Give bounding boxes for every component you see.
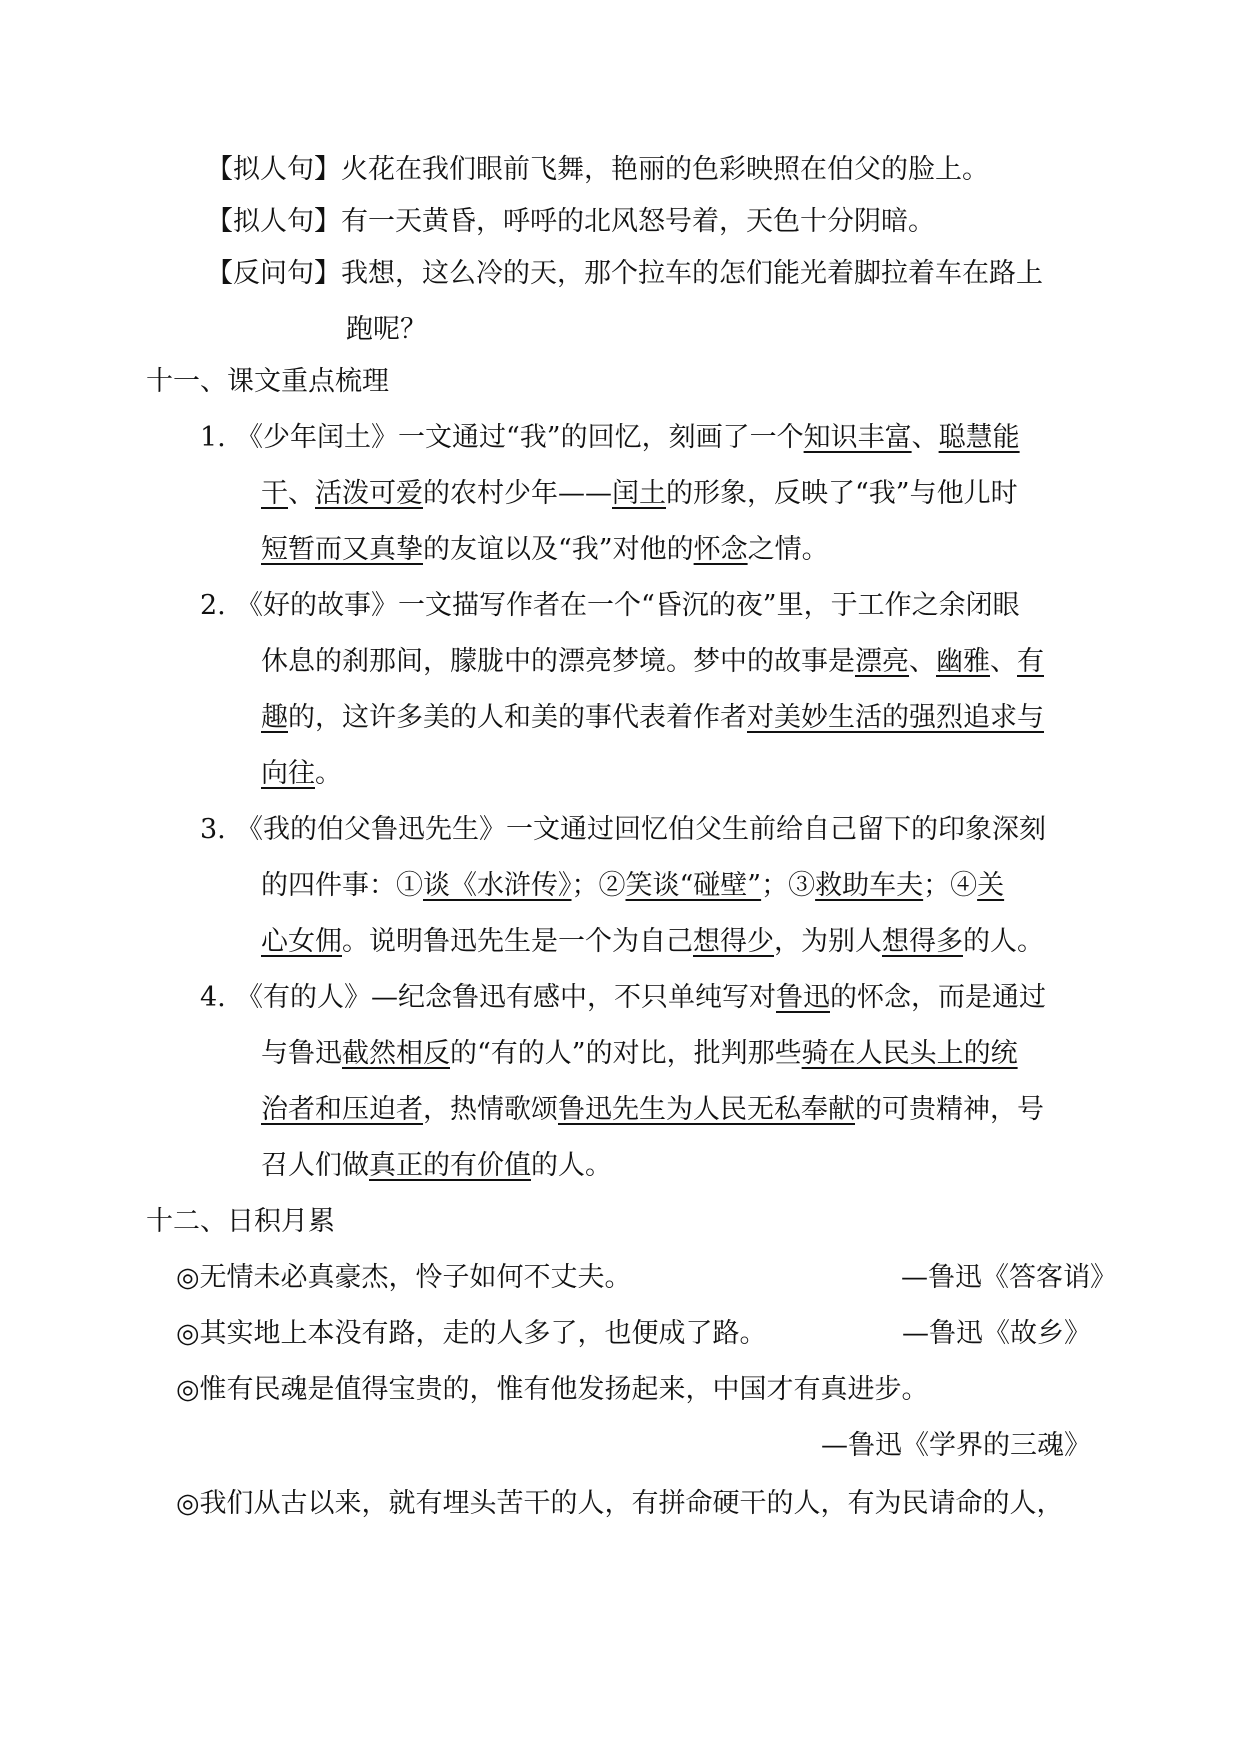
list-item-line — [261, 922, 1044, 962]
key-phrase: 趣 — [261, 702, 288, 733]
key-phrase: 幽雅 — [936, 646, 990, 677]
key-phrase: 有 — [1017, 646, 1044, 677]
key-phrase: 救助车夫 — [815, 870, 924, 901]
text: 的可贵精神，号 — [855, 1094, 1044, 1125]
quote-source: —鲁迅《故乡》 — [902, 1318, 1091, 1349]
rhetoric-text: 有一天黄昏，呼呼的北风怒号着，天色十分阴暗。 — [341, 206, 935, 237]
text: 、 — [909, 646, 936, 677]
text: ；③ — [761, 870, 816, 901]
text: 休息的刹那间，朦胧中的漂亮梦境。梦中的故事是 — [261, 646, 855, 677]
key-phrase: 干 — [261, 478, 288, 509]
list-item-number: 4. — [200, 982, 226, 1013]
list-item-line — [261, 1090, 1044, 1130]
text: 的农村少年—— — [423, 478, 612, 509]
rhetoric-tag: 【反问句】 — [206, 258, 341, 289]
text: 的人。 — [531, 1150, 612, 1181]
key-phrase: 短暂而又真挚 — [261, 534, 423, 565]
key-phrase: 治者和压迫者 — [261, 1094, 423, 1125]
key-phrase: 想得少 — [693, 926, 774, 957]
key-phrase: 骑在人民头上的统 — [801, 1038, 1018, 1069]
key-phrase: 聪慧能 — [938, 422, 1020, 453]
key-phrase: 鲁迅 — [776, 982, 830, 1013]
quote-source: —鲁迅《答客诮》 — [901, 1262, 1117, 1293]
list-item-line — [261, 698, 1044, 738]
text: 。 — [315, 758, 342, 789]
list-item-line — [236, 418, 1020, 458]
quote-source: —鲁迅《学界的三魂》 — [821, 1430, 1091, 1461]
rhetoric-item — [206, 150, 989, 190]
list-item-line — [261, 530, 829, 570]
key-phrase: 知识丰富 — [803, 422, 912, 453]
text: 《少年闰土》一文通过“我”的回忆，刻画了一个 — [236, 422, 804, 453]
key-phrase: 截然相反 — [342, 1038, 450, 1069]
key-phrase: 真正的有价值 — [369, 1150, 531, 1181]
key-phrase: 怀念 — [693, 534, 748, 565]
key-phrase: 闰土 — [612, 478, 666, 509]
text: 、 — [911, 422, 939, 453]
list-item-number: 2. — [200, 590, 226, 621]
quote-text: ◎惟有民魂是值得宝贵的，惟有他发扬起来，中国才有真进步。 — [176, 1374, 929, 1405]
list-item-number: 3. — [200, 814, 226, 845]
text: ；④ — [923, 870, 978, 901]
text: 的人。 — [963, 926, 1044, 957]
text: 之情。 — [747, 534, 829, 565]
key-phrase: 向往 — [261, 758, 315, 789]
section-heading: 十一、课文重点梳理 — [146, 366, 389, 397]
rhetoric-tag: 【拟人句】 — [206, 206, 341, 237]
text: 的友谊以及“我”对他的 — [423, 534, 694, 565]
list-item-line — [261, 1034, 1018, 1074]
quote-text: ◎其实地上本没有路，走的人多了，也便成了路。 — [176, 1318, 767, 1349]
list-item-line — [261, 866, 1004, 906]
quote-text: ◎我们从古以来，就有埋头苦干的人，有拼命硬干的人，有为民请命的人， — [176, 1488, 1064, 1519]
text: 、 — [990, 646, 1017, 677]
text: 的怀念，而是通过 — [830, 982, 1046, 1013]
list-item-line — [261, 1146, 612, 1186]
text: 召人们做 — [261, 1150, 369, 1181]
rhetoric-text: 我想，这么冷的天，那个拉车的怎们能光着脚拉着车在路上 — [341, 258, 1043, 289]
quote-text: ◎无情未必真豪杰，怜子如何不丈夫。 — [176, 1262, 632, 1293]
key-phrase: 谈《水浒传》 — [423, 870, 572, 901]
text: 的“有的人”的对比，批判那些 — [450, 1038, 802, 1069]
text: 《有的人》—纪念鲁迅有感中，不只单纯写对 — [236, 982, 776, 1013]
text: 、 — [288, 478, 315, 509]
key-phrase: 心女佣 — [261, 926, 342, 957]
text: 。说明鲁迅先生是一个为自己 — [342, 926, 693, 957]
rhetoric-text: 火花在我们眼前飞舞，艳丽的色彩映照在伯父的脸上。 — [341, 154, 989, 185]
rhetoric-tag: 【拟人句】 — [206, 154, 341, 185]
text: ，为别人 — [774, 926, 882, 957]
section-heading: 十二、日积月累 — [146, 1206, 335, 1237]
text: ，热情歌颂 — [423, 1094, 558, 1125]
rhetoric-item — [206, 202, 935, 242]
text: ；② — [571, 870, 626, 901]
list-item-line — [261, 754, 342, 794]
list-item-line — [261, 474, 1018, 514]
key-phrase: 漂亮 — [855, 646, 909, 677]
list-item-number: 1. — [200, 422, 226, 453]
key-phrase: 活泼可爱 — [315, 478, 423, 509]
text: 的，这许多美的人和美的事代表着作者 — [288, 702, 747, 733]
list-item-line: 《我的伯父鲁迅先生》一文通过回忆伯父生前给自己留下的印象深刻 — [236, 814, 1046, 845]
key-phrase: 鲁迅先生为人民无私奉献 — [558, 1094, 855, 1125]
list-item-line — [236, 978, 1046, 1018]
key-phrase: 笑谈“碰壁” — [625, 870, 762, 901]
key-phrase: 对美妙生活的强烈追求与 — [747, 702, 1044, 733]
rhetoric-text-cont: 跑呢？ — [346, 314, 427, 345]
rhetoric-item — [206, 254, 1043, 294]
key-phrase: 想得多 — [882, 926, 963, 957]
key-phrase: 关 — [977, 870, 1005, 901]
list-item-line: 《好的故事》一文描写作者在一个“昏沉的夜”里，于工作之余闭眼 — [236, 590, 1020, 621]
text: 的形象，反映了“我”与他儿时 — [666, 478, 1018, 509]
list-item-line — [261, 642, 1044, 682]
text: 与鲁迅 — [261, 1038, 342, 1069]
text: 的四件事：① — [261, 870, 423, 901]
